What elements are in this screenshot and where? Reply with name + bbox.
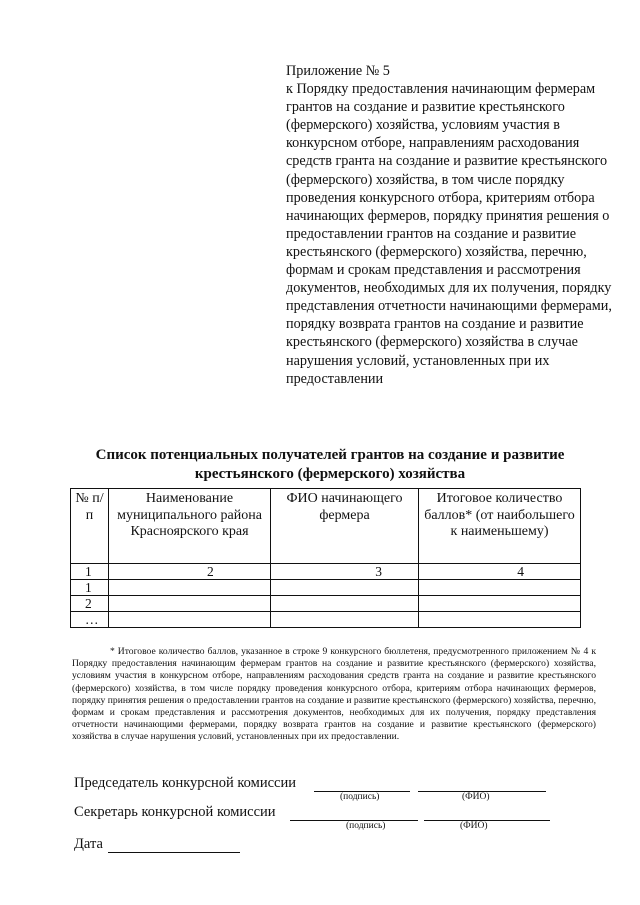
table-header-row [71,489,581,564]
row-score [419,580,581,596]
table-row [71,580,581,596]
index-cell: 4 [419,564,581,580]
list-title: Список потенциальных получателей грантов на создание и развитие крестьянского (фермерского) хозяйства [95,447,565,482]
row-score [419,596,581,612]
appendix-title: Приложение № 5 [286,63,390,79]
row-farmer [271,596,419,612]
header-number: № п/п [71,489,109,564]
signature-caption: (подпись) [340,792,380,802]
index-cell: 3 [271,564,419,580]
chairman-label: Председатель конкурсной комиссии [74,775,296,791]
appendix-block [286,62,616,388]
index-cell: 2 [109,564,271,580]
row-farmer [271,612,419,628]
name-caption: (ФИО) [460,821,488,831]
row-district [109,612,271,628]
secretary-label: Секретарь конкурсной комиссии [74,804,276,820]
name-caption: (ФИО) [462,792,490,802]
row-score [419,612,581,628]
date-line[interactable] [108,851,240,853]
table-index-row [71,564,581,580]
header-farmer-name: ФИО начинающего фермера [271,489,419,564]
date-label: Дата [74,836,103,852]
index-cell: 1 [71,564,109,580]
recipients-table [70,488,581,628]
header-district: Наименование муниципального района Красноярского края [109,489,271,564]
row-district [109,580,271,596]
signature-caption: (подпись) [346,821,386,831]
table-row [71,612,581,628]
header-score: Итоговое количество баллов* (от наибольшего к наименьшему) [419,489,581,564]
appendix-text: к Порядку предоставления начинающим фермерам грантов на создание и развитие крестьянского (фермерского) хозяйства, условиям участия в конкурсном отборе, направлениям расходования средств гранта на создание и развитие крестьянского (фермерского) хозяйства, в том числе порядку проведения конкурсного отбора, критериям отбора начинающих фермеров, порядку принятия решения о предоставлении грантов на создание и развитие крестьянского (фермерского) хозяйства, перечню, формам и срокам представления и рассмотрения документов, необходимых для их получения, порядку представления отчетности начинающими фермерами, порядку возврата грантов на создание и развитие крестьянского (фермерского) хозяйства в случае нарушения условий, установленных при их предоставлении [286,81,612,387]
row-district [109,596,271,612]
row-farmer [271,580,419,596]
row-number: … [71,612,109,628]
row-number: 1 [71,580,109,596]
row-number: 2 [71,596,109,612]
table-row [71,596,581,612]
footnote: * Итоговое количество баллов, указанное в строке 9 конкурсного бюллетеня, предусмотренного приложением № 4 к Порядку предоставления начинающим фермерам грантов на создание и развитие крестьянского (фермерского) хозяйства, условиям участия в конкурсном отборе, направлениям расходования средств гранта на создание и развитие крестьянского (фермерского) хозяйства, в том числе порядку проведения конкурсного отбора, критериям отбора начинающих фермеров, порядку принятия решения о предоставлении грантов на создание и развитие крестьянского (фермерского) хозяйства, перечню, формам и срокам представления и рассмотрения документов, необходимых для их получения, порядку представления отчетности начинающими фермерами, порядку возврата грантов на создание и развитие крестьянского (фермерского) хозяйства в случае нарушения условий, установленных при их предоставлении. [72,646,596,743]
